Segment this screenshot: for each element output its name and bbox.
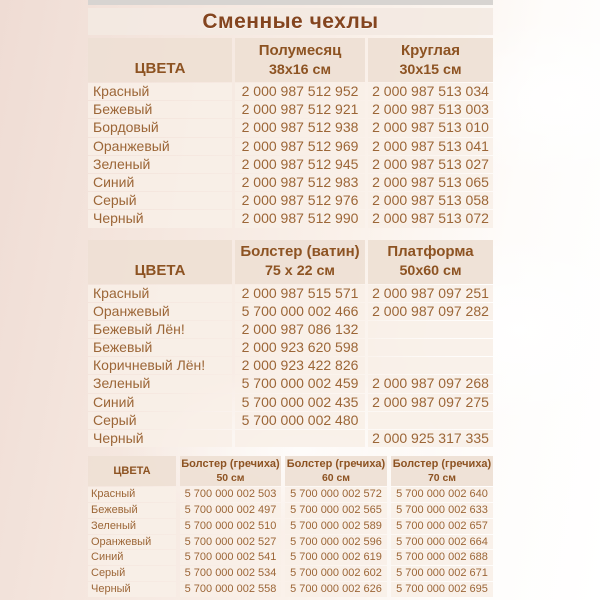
color-name-cell: Серый xyxy=(88,566,176,581)
column-header-colors: ЦВЕТА xyxy=(88,38,232,82)
color-name-cell: Зеленый xyxy=(88,156,232,173)
table-body xyxy=(88,285,493,448)
barcode-cell: 5 700 000 002 640 xyxy=(391,487,493,502)
barcode-cell: 5 700 000 002 541 xyxy=(180,550,281,565)
column-header-line2: 50 см xyxy=(216,472,245,484)
column-header-grechiha-60 xyxy=(285,456,387,486)
barcode-cell: 5 700 000 002 534 xyxy=(180,566,281,581)
color-name-cell: Красный xyxy=(88,487,176,502)
barcode-cell: 2 000 987 513 003 xyxy=(368,101,493,118)
barcode-cell: 2 000 987 512 921 xyxy=(235,101,365,118)
table-body xyxy=(88,83,493,228)
barcode-cell: 5 700 000 002 466 xyxy=(235,303,365,320)
price-list xyxy=(88,0,493,597)
barcode-cell: 5 700 000 002 664 xyxy=(391,535,493,550)
barcode-cell: 5 700 000 002 589 xyxy=(285,519,387,534)
color-name-cell: Оранжевый xyxy=(88,138,232,155)
barcode-cell: 2 000 987 513 010 xyxy=(368,119,493,136)
barcode-cell: 2 000 925 317 335 xyxy=(368,430,493,447)
table-body xyxy=(88,487,493,597)
table-polumesyac-kruglaya xyxy=(88,38,493,228)
color-name-cell: Бежевый xyxy=(88,101,232,118)
table-header-row xyxy=(88,38,493,82)
top-strip-decoration xyxy=(88,0,493,5)
barcode-cell: 5 700 000 002 619 xyxy=(285,550,387,565)
barcode-cell: 5 700 000 002 527 xyxy=(180,535,281,550)
color-name-cell: Серый xyxy=(88,192,232,209)
barcode-cell: 2 000 987 512 952 xyxy=(235,83,365,100)
column-header-line2: 38x16 см xyxy=(268,61,332,78)
page-title: Сменные чехлы xyxy=(88,8,493,35)
color-name-cell: Красный xyxy=(88,83,232,100)
color-name-cell: Черный xyxy=(88,210,232,227)
column-header-line1: Круглая xyxy=(401,41,460,59)
barcode-cell: 5 700 000 002 565 xyxy=(285,503,387,518)
column-header-line2: 70 см xyxy=(427,472,457,484)
column-header-line1: Болстер (гречиха) xyxy=(392,457,492,470)
barcode-cell: 5 700 000 002 695 xyxy=(391,582,493,597)
barcode-cell: 2 000 987 512 938 xyxy=(235,119,365,136)
color-name-cell: Бордовый xyxy=(88,119,232,136)
column-header-line1: Болстер (гречиха) xyxy=(181,457,280,470)
barcode-cell: 5 700 000 002 503 xyxy=(180,487,281,502)
barcode-cell: 5 700 000 002 480 xyxy=(235,412,365,429)
barcode-cell: 5 700 000 002 633 xyxy=(391,503,493,518)
barcode-cell: 2 000 987 097 268 xyxy=(368,375,493,392)
column-header-platforma xyxy=(368,240,493,284)
barcode-cell xyxy=(368,357,493,374)
table-header-row xyxy=(88,240,493,284)
barcode-cell: 5 700 000 002 626 xyxy=(285,582,387,597)
color-name-cell: Бежевый xyxy=(88,503,176,518)
barcode-cell xyxy=(235,430,365,447)
color-name-cell: Черный xyxy=(88,430,232,447)
column-header-bolster-vatin xyxy=(235,240,365,284)
column-header-polumesyac xyxy=(235,38,365,82)
table-header-row xyxy=(88,456,493,486)
column-header-grechiha-70 xyxy=(391,456,493,486)
column-header-colors: ЦВЕТА xyxy=(88,456,176,486)
barcode-cell: 5 700 000 002 572 xyxy=(285,487,387,502)
barcode-cell: 2 000 987 515 571 xyxy=(235,285,365,302)
color-name-cell: Бежевый Лён! xyxy=(88,321,232,338)
barcode-cell: 5 700 000 002 435 xyxy=(235,394,365,411)
color-name-cell: Серый xyxy=(88,412,232,429)
barcode-cell: 2 000 987 097 251 xyxy=(368,285,493,302)
column-header-line2: 50x60 см xyxy=(399,263,462,280)
barcode-cell: 2 000 987 097 282 xyxy=(368,303,493,320)
barcode-cell: 2 000 987 086 132 xyxy=(235,321,365,338)
barcode-cell: 2 000 987 512 945 xyxy=(235,156,365,173)
table-bolster-grechiha xyxy=(88,456,493,597)
barcode-cell: 5 700 000 002 602 xyxy=(285,566,387,581)
color-name-cell: Бежевый xyxy=(88,339,232,356)
barcode-cell: 5 700 000 002 459 xyxy=(235,375,365,392)
barcode-cell: 2 000 987 512 969 xyxy=(235,138,365,155)
color-name-cell: Синий xyxy=(88,174,232,191)
color-name-cell: Оранжевый xyxy=(88,303,232,320)
color-name-cell: Зеленый xyxy=(88,519,176,534)
table-bolster-vatin-platforma xyxy=(88,240,493,448)
barcode-cell: 5 700 000 002 558 xyxy=(180,582,281,597)
column-header-kruglaya xyxy=(368,38,493,82)
color-name-cell: Коричневый Лён! xyxy=(88,357,232,374)
barcode-cell: 2 000 987 513 034 xyxy=(368,83,493,100)
color-name-cell: Черный xyxy=(88,582,176,597)
color-name-cell: Синий xyxy=(88,550,176,565)
color-name-cell: Красный xyxy=(88,285,232,302)
column-header-line2: 30x15 см xyxy=(399,61,462,78)
column-header-grechiha-50 xyxy=(180,456,281,486)
barcode-cell: 5 700 000 002 497 xyxy=(180,503,281,518)
column-header-line1: Болстер (ватин) xyxy=(240,243,360,261)
column-header-colors: ЦВЕТА xyxy=(88,240,232,284)
barcode-cell: 5 700 000 002 657 xyxy=(391,519,493,534)
column-header-line2: 75 x 22 см xyxy=(265,263,335,280)
barcode-cell: 2 000 987 513 041 xyxy=(368,138,493,155)
barcode-cell: 5 700 000 002 510 xyxy=(180,519,281,534)
column-header-line1: Полумесяц xyxy=(258,41,342,59)
column-header-line1: Платформа xyxy=(387,243,474,261)
barcode-cell: 2 000 987 513 058 xyxy=(368,192,493,209)
barcode-cell: 2 000 987 097 275 xyxy=(368,394,493,411)
column-header-line1: Болстер (гречиха) xyxy=(286,457,386,470)
barcode-cell: 5 700 000 002 596 xyxy=(285,535,387,550)
barcode-cell xyxy=(368,321,493,338)
barcode-cell xyxy=(368,412,493,429)
barcode-cell: 2 000 987 513 027 xyxy=(368,156,493,173)
barcode-cell: 2 000 987 512 983 xyxy=(235,174,365,191)
color-name-cell: Зеленый xyxy=(88,375,232,392)
column-header-line2: 60 см xyxy=(321,472,351,484)
barcode-cell: 2 000 987 513 072 xyxy=(368,210,493,227)
barcode-cell: 2 000 987 512 990 xyxy=(235,210,365,227)
barcode-cell: 5 700 000 002 671 xyxy=(391,566,493,581)
barcode-cell: 2 000 987 512 976 xyxy=(235,192,365,209)
barcode-cell: 2 000 923 422 826 xyxy=(235,357,365,374)
barcode-cell: 2 000 923 620 598 xyxy=(235,339,365,356)
color-name-cell: Синий xyxy=(88,394,232,411)
barcode-cell xyxy=(368,339,493,356)
color-name-cell: Оранжевый xyxy=(88,535,176,550)
barcode-cell: 5 700 000 002 688 xyxy=(391,550,493,565)
barcode-cell: 2 000 987 513 065 xyxy=(368,174,493,191)
